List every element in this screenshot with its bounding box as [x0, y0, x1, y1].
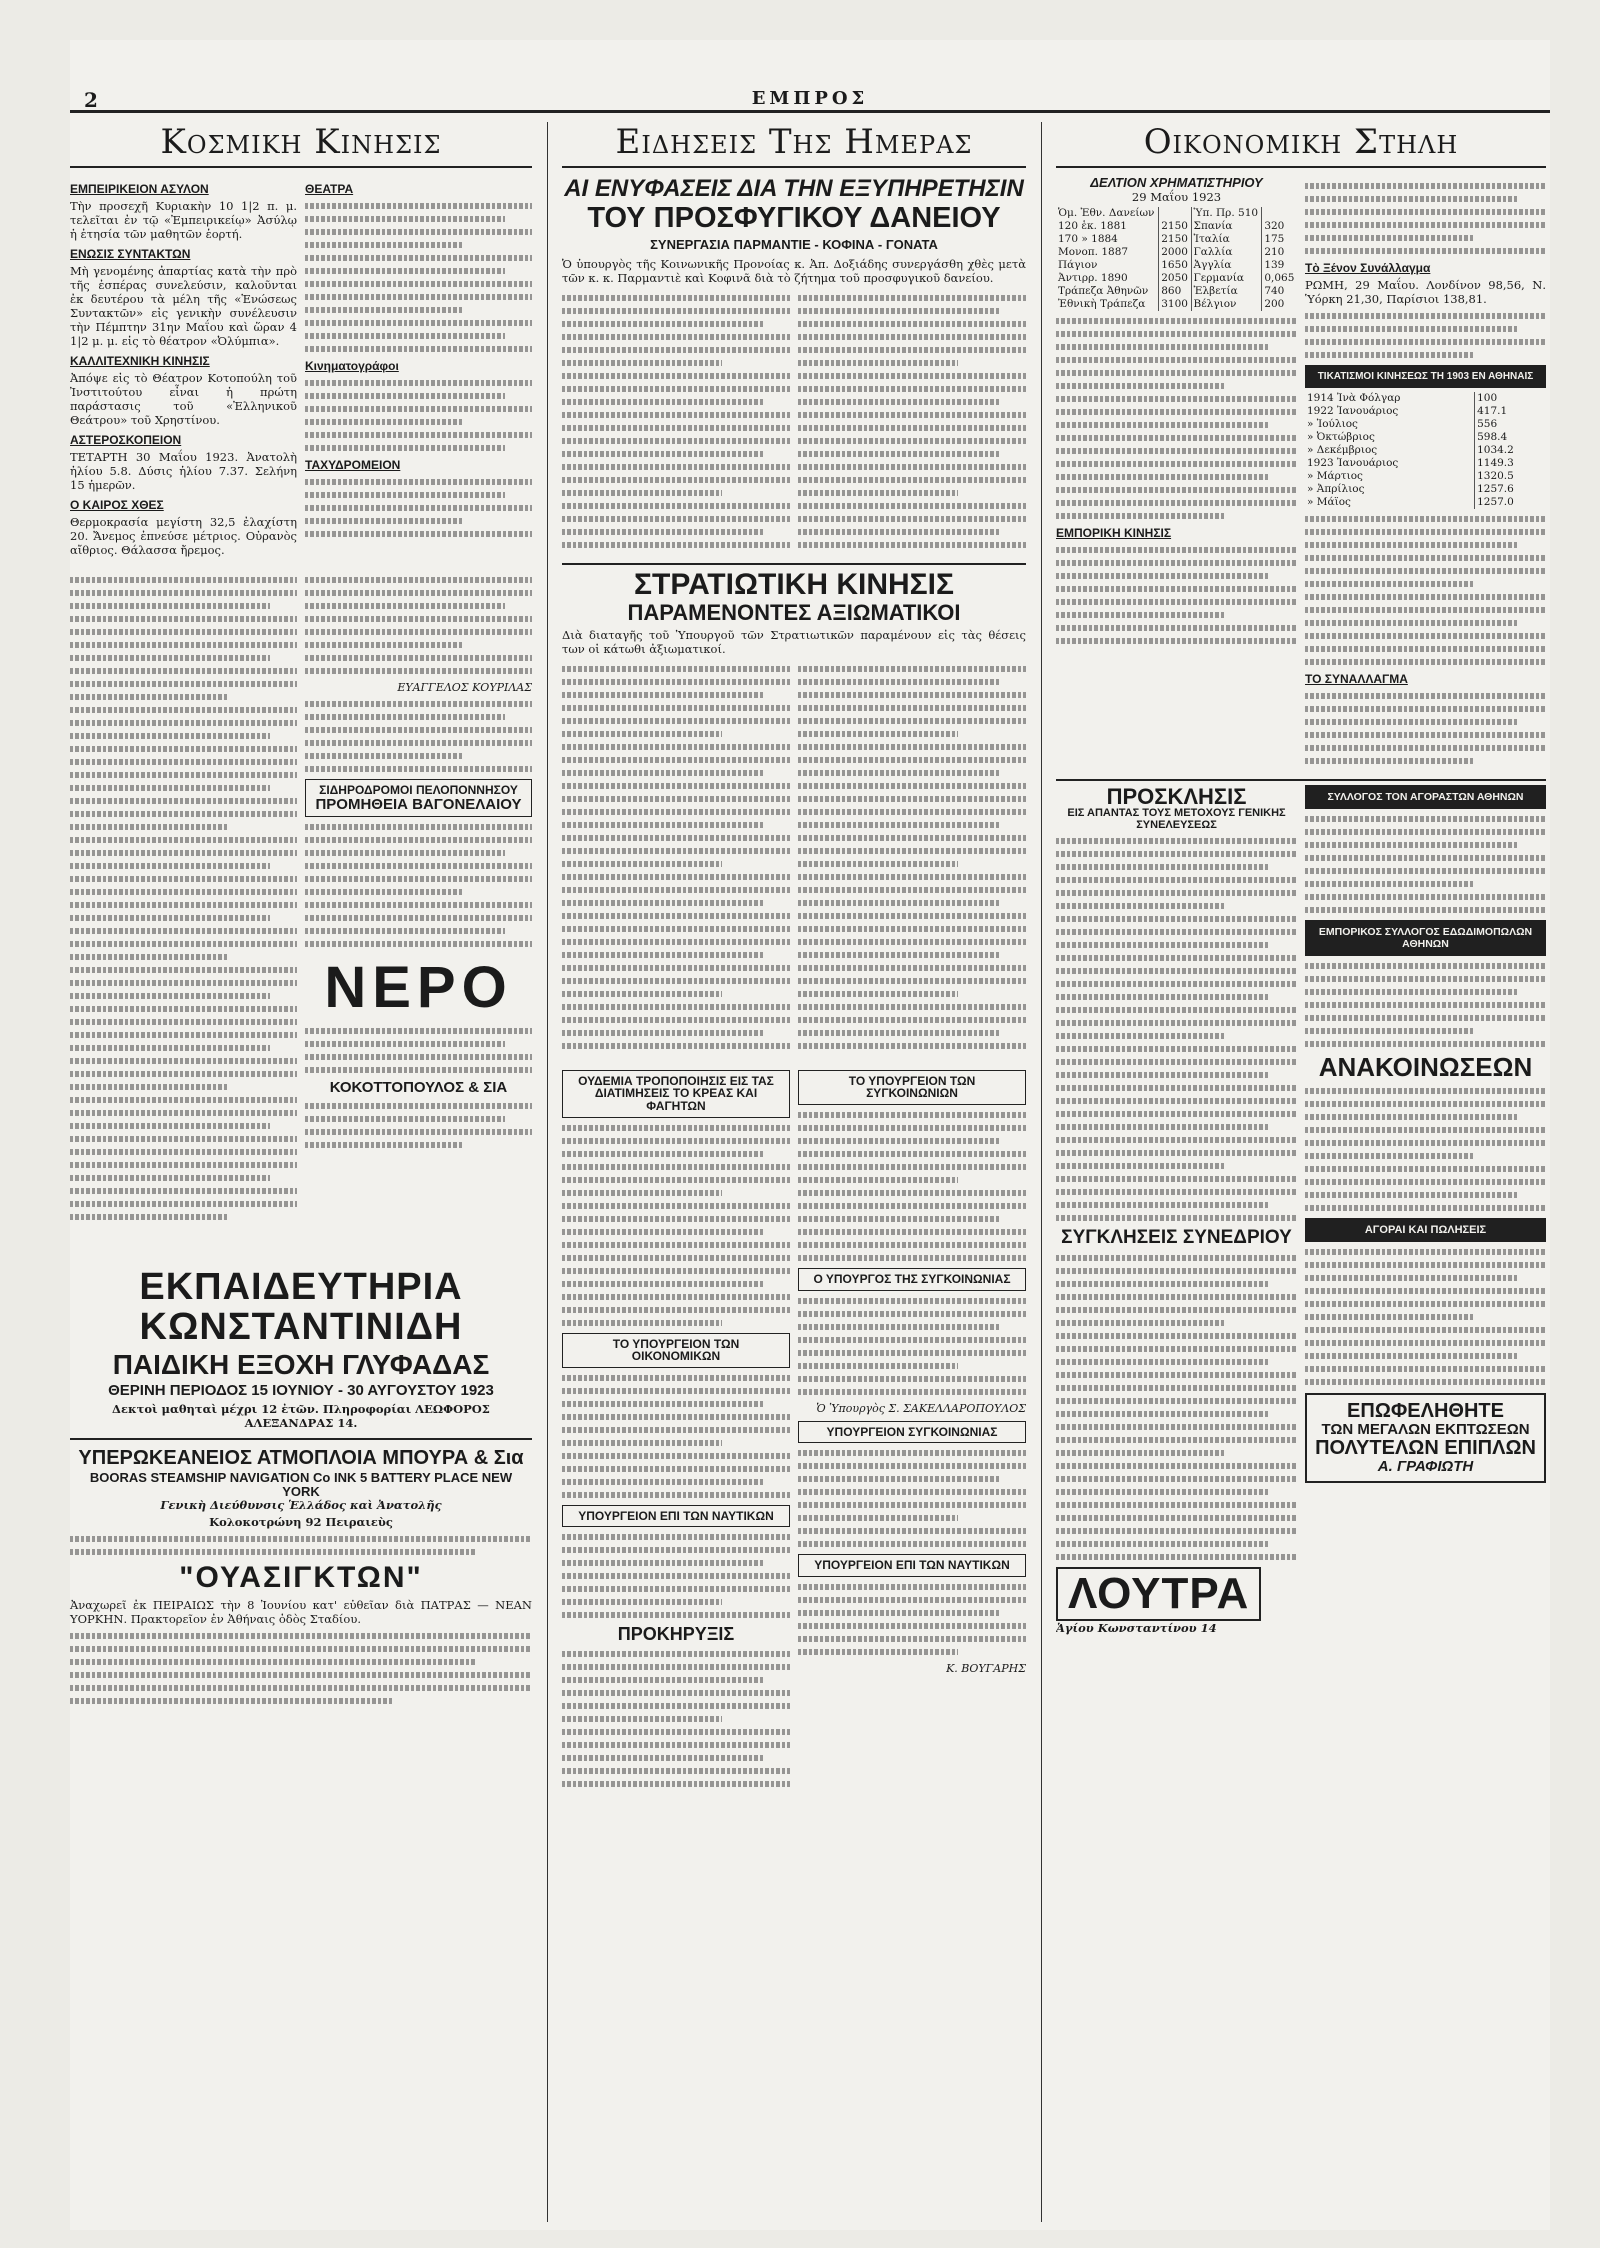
school-ad-note: Δεκτοὶ μαθηταὶ μέχρι 12 ἐτῶν. Πληροφορίαι ΛΕΩΦΟΡΟΣ ΑΛΕΞΑΝΔΡΑΣ 14.	[112, 1401, 490, 1430]
item-text: Τὴν προσεχῆ Κυριακὴν 10 1|2 π. μ. τελεῖται ἐν τῷ «Ἐμπειρικείῳ» Ἀσύλῳ ἡ ἐτησία τῶν μαθητῶν ἑορτή.	[70, 199, 297, 241]
furniture-line-4: Α. ΓΡΑΦΙΩΤΗ	[1377, 1458, 1474, 1476]
item-heading: ΕΜΠΕΙΡΙΚΕΙΟΝ ΑΣΥΛΟΝ	[70, 182, 209, 196]
steamship-text	[70, 1536, 532, 1555]
baths-address: Ἁγίου Κωνσταντίνου 14	[1056, 1621, 1217, 1636]
column-social	[70, 122, 532, 1227]
school-ad-title: ΕΚΠΑΙΔΕΥΤΗΡΙΑ ΚΩΝΣΤΑΝΤΙΝΙΔΗ	[139, 1266, 463, 1348]
column-divider-2	[1041, 122, 1042, 2222]
section-title-finance: Οικονομικη Στηλη	[1056, 122, 1546, 168]
finance-bottom-right	[1305, 785, 1546, 1638]
military-text: Διὰ διαταγῆς τοῦ Ὑπουργοῦ τῶν Στρατιωτικῶν παραμένουν εἰς τὰς θέσεις των οἱ κάτωθι ἀξιωματικοί.	[562, 627, 1026, 656]
item-heading: ΚΑΛΛΙΤΕΧΝΙΚΗ ΚΙΝΗΣΙΣ	[70, 354, 210, 368]
item-text: ΤΕΤΑΡΤΗ 30 Μαΐου 1923. Ἀνατολὴ ἡλίου 5.8. Δύσις ἡλίου 7.37. Σελήνη 15 ἡμερῶν.	[70, 450, 297, 492]
headline-refugee-3: ΣΥΝΕΡΓΑΣΙΑ ΠΑΡΜΑΝΤΙΕ - ΚΟΦΙΝΑ - ΓΟΝΑΤΑ	[650, 236, 938, 252]
cinema-heading: Κινηματογράφοι	[305, 359, 399, 373]
rome-heading: Τὸ Ξένον Συνάλλαγμα	[1305, 261, 1431, 275]
col1-right-sub	[305, 176, 532, 560]
nero-ad: ΝΕΡΟ	[324, 955, 513, 1021]
rome-text: ΡΩΜΗ, 29 Μαΐου. Λονδίνον 98,56, Ν. Ὑόρκη 21,30, Παρίσιοι 138,81.	[1305, 278, 1546, 306]
military-headline: ΣΤΡΑΤΙΩΤΙΚΗ ΚΙΝΗΣΙΣ	[634, 568, 954, 602]
ministry-right	[798, 1064, 1026, 1794]
newspaper-page	[70, 40, 1550, 2230]
finance-top	[1056, 176, 1546, 771]
headline-refugee-2: ΤΟΥ ΠΡΟΣΦΥΓΙΚΟΥ ΔΑΝΕΙΟΥ	[587, 202, 1001, 235]
notice-text	[305, 577, 532, 674]
col1-notices	[305, 570, 532, 1227]
divider	[70, 1438, 532, 1440]
emporikos-heading: ΕΜΠΟΡΙΚΟΣ ΣΥΛΛΟΓΟΣ ΕΔΩΔΙΜΟΠΩΛΩΝ ΑΘΗΝΩΝ	[1305, 920, 1546, 956]
signature-sakellaropoulos: Ὁ Ὑπουργὸς Σ. ΣΑΚΕΛΛΑΡΟΠΟΥΛΟΣ	[816, 1401, 1026, 1415]
railway-subheading: ΠΡΟΜΗΘΕΙΑ ΒΑΓΟΝΕΛΑΙΟΥ	[315, 795, 522, 813]
school-steamship-ads	[70, 1268, 532, 1711]
ship-schedule	[70, 1633, 532, 1704]
theatre-listings	[305, 203, 532, 352]
synkliseis-heading: ΣΥΓΚΛΗΣΕΙΣ ΣΥΝΕΔΡΙΟΥ	[1061, 1227, 1292, 1249]
railway-text	[305, 824, 532, 947]
prosklisis-subheading: ΕΙΣ ΑΠΑΝΤΑΣ ΤΟΥΣ ΜΕΤΟΧΟΥΣ ΓΕΝΙΚΗΣ ΣΥΝΕΛΕΥΣΕΩΣ	[1067, 807, 1286, 831]
headline-refugee-1: ΑΙ ΕΝΥΦΑΣΕΙΣ ΔΙΑ ΤΗΝ ΕΞΥΠΗΡΕΤΗΣΙΝ	[564, 175, 1024, 202]
bulletin-date: 29 Μαΐου 1923	[1131, 189, 1222, 204]
column-finance	[1056, 122, 1546, 1638]
notice-naval-ministry: ΥΠΟΥΡΓΕΙΟΝ ΕΠΙ ΤΩΝ ΝΑΥΤΙΚΩΝ	[562, 1505, 790, 1528]
item-heading: ΕΝΩΣΙΣ ΣΥΝΤΑΚΤΩΝ	[70, 247, 191, 261]
finance-bottom-left	[1056, 785, 1297, 1638]
notice-comm-ministry: ΤΟ ΥΠΟΥΡΓΕΙΟΝ ΤΩΝ ΣΥΓΚΟΙΝΩΝΙΩΝ	[798, 1070, 1026, 1105]
masthead: ΕΜΠΡΟΣ	[751, 88, 869, 109]
section-title-social: Κοσμικη Κινησις	[70, 122, 532, 168]
article-refugee-loan: Ὁ ὑπουργὸς τῆς Κοινωνικῆς Προνοίας κ. Ἀπ. Δοξιάδης συνεργάσθη χθὲς μετὰ τῶν κ. κ. Παρμαντιὲ καὶ Κοφινᾶ διὰ τὸ ζήτημα τοῦ προσφυγικοῦ δανείου.	[562, 257, 1026, 286]
furniture-line-3: ΠΟΛΥΤΕΛΩΝ ΕΠΙΠΛΩΝ	[1315, 1437, 1536, 1460]
railway-heading: ΣΙΔΗΡΟΔΡΟΜΟΙ ΠΕΛΟΠΟΝΝΗΣΟΥ	[319, 783, 518, 797]
fee-table-title: ΤΙΚΑΤΙΣΜΟΙ ΚΙΝΗΣΕΩΣ ΤΗ 1903 ΕΝ ΑΘΗΝΑΙΣ	[1305, 365, 1546, 388]
railway-notice	[305, 779, 532, 817]
steamship-english: BOORAS STEAMSHIP NAVIGATION Co INK 5 BATTERY PLACE NEW YORK	[89, 1469, 513, 1499]
item-text: Μὴ γενομένης ἀπαρτίας κατὰ τὴν πρὸ τῆς ἐσπέρας συνελεύσιν, καλοῦνται ἐκ δευτέρου τὰ μέλη τῆς «Ἑνώσεως Συντακτῶν» εἰς γενικὴν συνέλευσιν τὴν Πέμπτην 31ην Μαΐου καὶ ὥραν 4 1|2 μ. μ. εἰς τὸ θέατρον «Ὀλύμπια».	[70, 264, 297, 348]
post-listings	[305, 479, 532, 537]
kokottopoulos-text	[305, 1103, 532, 1148]
col1-left-sub	[70, 176, 297, 560]
ship-text: Ἀναχωρεῖ ἐκ ΠΕΙΡΑΙΩΣ τὴν 8 Ἰουνίου κατ' εὐθεῖαν διὰ ΠΑΤΡΑΣ — ΝΕΑΝ ΥΟΡΚΗΝ. Πρακτορεῖον ἐν Ἀθήναις ὁδὸς Σταδίου.	[70, 1597, 532, 1626]
anakoinoseon-heading: ΑΝΑΚΟΙΝΩΣΕΩΝ	[1318, 1052, 1533, 1082]
col1-top-row	[70, 176, 532, 560]
long-article	[70, 570, 297, 1227]
agreement-heading: ΤΟ ΣΥΝΑΛΛΑΓΜΑ	[1305, 672, 1408, 686]
baths-title: ΛΟΥΤΡΑ	[1056, 1567, 1261, 1621]
military-subheadline: ΠΑΡΑΜΕΝΟΝΤΕΣ ΑΞΙΩΜΑΤΙΚΟΙ	[627, 599, 961, 625]
agorai-heading: ΑΓΟΡΑΙ ΚΑΙ ΠΩΛΗΣΕΙΣ	[1305, 1218, 1546, 1242]
cinema-listings	[305, 380, 532, 451]
signature-kourilas: ΕΥΑΓΓΕΛΟΣ ΚΟΥΡΙΛΑΣ	[397, 681, 532, 694]
section-title-news: Ειδησεις Της Ημερας	[562, 122, 1026, 168]
furniture-ad	[1305, 1393, 1546, 1483]
steamship-address: Κολοκοτρώνη 92 Πειραιεὺς	[209, 1515, 393, 1530]
steamship-title: ΥΠΕΡΩΚΕΑΝΕΙΟΣ ΑΤΜΟΠΛΟΙΑ ΜΠΟΥΡΑ & Σια	[78, 1446, 524, 1469]
prokiryxis-heading: ΠΡΟΚΗΡΥΞΙΣ	[617, 1624, 735, 1645]
nero-text	[305, 1028, 532, 1073]
fee-table: 1914 Ἰνὰ Φόλγαρ 100 1922 Ἰανουάριος 417.1 » Ἰούλιος 556 » Ὀκτώβριος 598.4 » Δεκέμβριος 1034.2 1923 Ἰανουάριος 1149.3 » Μάρτιος 1320.5 » Ἀπρίλιος 1257.6 » Μάϊος 1257.0	[1307, 392, 1514, 508]
bulletin-title: ΔΕΛΤΙΟΝ ΧΡΗΜΑΤΙΣΤΗΡΙΟΥ	[1090, 175, 1263, 190]
assoc-heading: ΣΥΛΛΟΓΟΣ ΤΟΝ ΑΓΟΡΑΣΤΩΝ ΑΘΗΝΩΝ	[1305, 785, 1546, 809]
notice-text-2	[305, 701, 532, 772]
trade-heading: ΕΜΠΟΡΙΚΗ ΚΙΝΗΣΙΣ	[1056, 525, 1172, 540]
school-ad-period: ΘΕΡΙΝΗ ΠΕΡΙΟΔΟΣ 15 ΙΟΥΝΙΟΥ - 30 ΑΥΓΟΥΣΤΟΥ 1923	[108, 1382, 494, 1400]
theatra-heading: ΘΕΑΤΡΑ	[305, 182, 354, 196]
signature-voulgaris: Κ. ΒΟΥΓΑΡΗΣ	[946, 1661, 1026, 1675]
prosklisis-heading: ΠΡΟΣΚΛΗΣΙΣ	[1106, 784, 1247, 809]
ship-name: "ΟΥΑΣΙΓΚΤΩΝ"	[179, 1561, 423, 1595]
foreign-exchange	[1305, 176, 1546, 771]
divider	[562, 563, 1026, 565]
col1-middle-row	[70, 570, 532, 1227]
page-number: 2	[84, 88, 98, 112]
refugee-text-columns	[562, 288, 1026, 555]
top-rule	[70, 110, 1550, 113]
baths-ad	[1056, 1567, 1297, 1635]
post-heading: ΤΑΧΥΔΡΟΜΕΙΟΝ	[305, 458, 401, 472]
military-columns	[562, 659, 1026, 1056]
furniture-line-2: ΤΩΝ ΜΕΓΑΛΩΝ ΕΚΠΤΩΣΕΩΝ	[1321, 1421, 1530, 1439]
column-news	[562, 122, 1026, 1794]
divider	[1056, 779, 1546, 781]
item-heading: ΑΣΤΕΡΟΣΚΟΠΕΙΟΝ	[70, 433, 182, 447]
item-heading: Ο ΚΑΙΡΟΣ ΧΘΕΣ	[70, 498, 164, 512]
notice-prices: ΟΥΔΕΜΙΑ ΤΡΟΠΟΠΟΙΗΣΙΣ ΕΙΣ ΤΑΣ ΔΙΑΤΙΜΗΣΕΙΣ ΤΟ ΚΡΕΑΣ ΚΑΙ ΦΑΓΗΤΩΝ	[562, 1070, 790, 1118]
ministry-left	[562, 1064, 790, 1794]
kokottopoulos-ad: ΚΟΚΟΤΤΟΠΟΥΛΟΣ & ΣΙΑ	[329, 1079, 508, 1097]
school-ad-subtitle: ΠΑΙΔΙΚΗ ΕΞΟΧΗ ΓΛΥΦΑΔΑΣ	[112, 1348, 490, 1380]
notice-naval-ministry-2: ΥΠΟΥΡΓΕΙΟΝ ΕΠΙ ΤΩΝ ΝΑΥΤΙΚΩΝ	[798, 1554, 1026, 1577]
notice-finance-ministry: ΤΟ ΥΠΟΥΡΓΕΙΟΝ ΤΩΝ ΟΙΚΟΝΟΜΙΚΩΝ	[562, 1333, 790, 1368]
notice-comm-minister: Ο ΥΠΟΥΡΓΟΣ ΤΗΣ ΣΥΓΚΟΙΝΩΝΙΑΣ	[798, 1268, 1026, 1291]
bulletin	[1056, 176, 1297, 771]
item-text: Θερμοκρασία μεγίστη 32,5 ἐλαχίστη 20. Ἄνεμος ἐπνεύσε μέτριος. Οὐρανὸς αἴθριος. Θάλασσα ἤρεμος.	[70, 515, 297, 557]
column-divider-1	[547, 122, 548, 2222]
notice-comm-ministry-2: ΥΠΟΥΡΓΕΙΟΝ ΣΥΓΚΟΙΝΩΝΙΑΣ	[798, 1421, 1026, 1444]
item-text: Ἀπόψε εἰς τὸ Θέατρον Κοτοπούλη τοῦ Ἰνστιτούτου εἶναι ἡ πρώτη παράστασις τοῦ «Ἐλληνικοῦ Θεάτρου» τοῦ Χρηστίνου.	[70, 371, 297, 427]
ministry-notices	[562, 1064, 1026, 1794]
steamship-line: Γενικὴ Διεύθυνσις Ἑλλάδος καὶ Ἀνατολῆς	[160, 1498, 442, 1513]
finance-bottom	[1056, 785, 1546, 1638]
furniture-line-1: ΕΠΩΦΕΛΗΘΗΤΕ	[1347, 1400, 1504, 1423]
rates-table: Ὁμ. Ἐθν. Δανείων Ὑπ. Πρ. 510 120 ἑκ. 1881 2150 Σπανία 320 170 » 1884 2150 Ἰταλία 175 Μονοπ. 1887 2000 Γαλλία 210 Πάγιον 1650 Ἀγγλία 139 Ἀντιρρ. 1890 2050 Γερμανία 0,065 Τράπεζα Ἀθηνῶν 860 Ἐλβετία 740 Ἐθνικὴ Τράπεζα 3100 Βέλγιον 200	[1058, 206, 1295, 310]
